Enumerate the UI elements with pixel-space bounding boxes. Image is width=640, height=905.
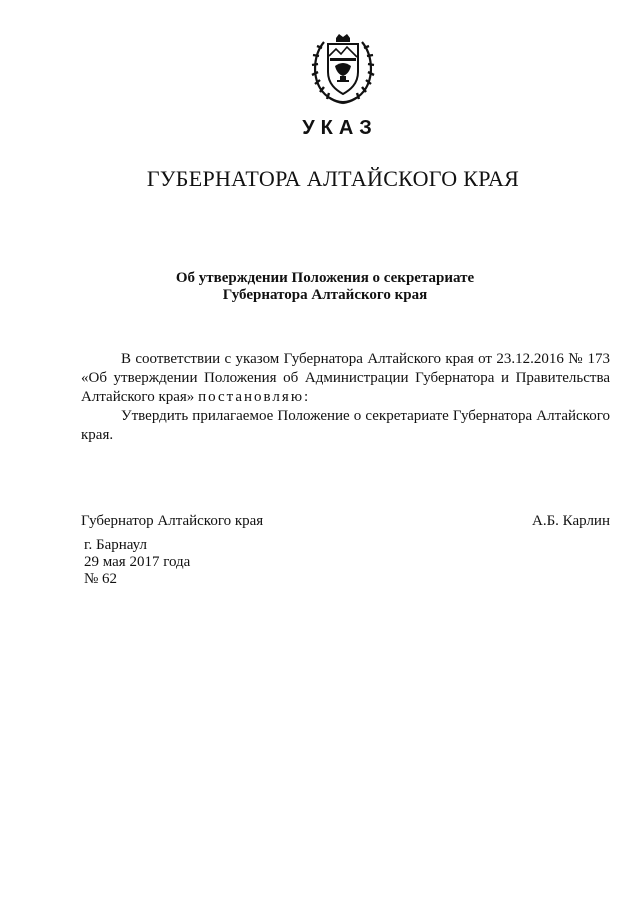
document-type-title: УКАЗ xyxy=(302,117,378,139)
issuing-authority: ГУБЕРНАТОРА АЛТАЙСКОГО КРАЯ xyxy=(146,166,520,191)
subject-line-2: Губернатора Алтайского края xyxy=(222,287,428,303)
signature-block xyxy=(81,512,610,531)
body-paragraph-1-text: В соответствии с указом Губернатора Алтайского края от 23.12.2016 № 173 «Об утверждении Положения об Администрации Губернатора и Правительства Алтайского края» xyxy=(81,351,610,405)
document-footer xyxy=(84,537,190,588)
decree-keyword: постановляю: xyxy=(198,389,311,405)
signatory-name: А.Б. Карлин xyxy=(531,513,610,529)
place-of-issue: г. Барнаул xyxy=(84,537,147,553)
document-subject xyxy=(0,270,640,304)
body-paragraph-1 xyxy=(81,350,610,407)
document-body xyxy=(81,350,610,445)
date-of-issue: 29 мая 2017 года xyxy=(84,554,191,570)
document-number: № 62 xyxy=(84,571,118,587)
body-paragraph-2: Утвердить прилагаемое Положение о секретариате Губернатора Алтайского края. xyxy=(81,408,610,443)
subject-line-1: Об утверждении Положения о секретариате xyxy=(175,270,475,286)
signatory-position: Губернатор Алтайского края xyxy=(81,513,264,529)
coat-of-arms-icon xyxy=(310,32,376,106)
